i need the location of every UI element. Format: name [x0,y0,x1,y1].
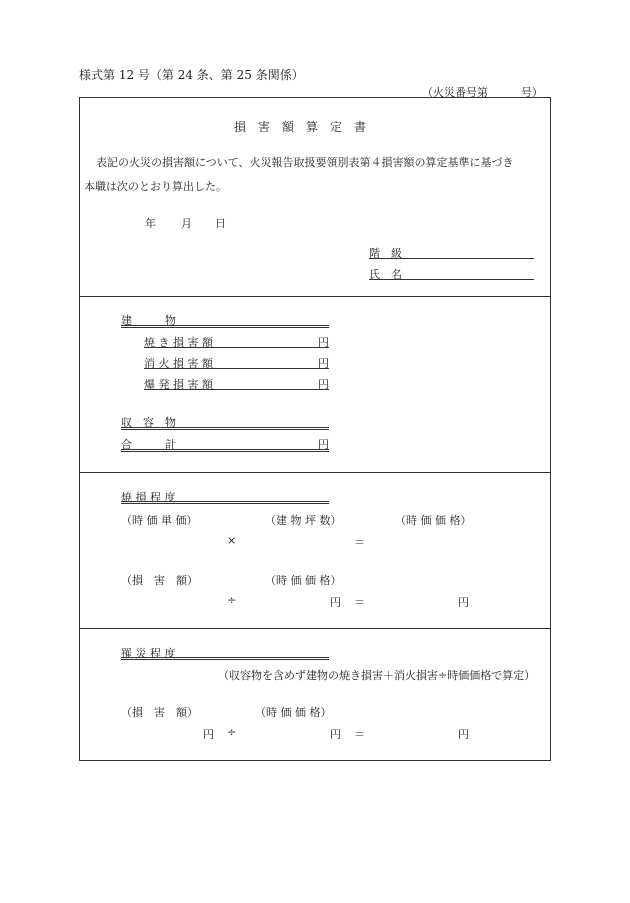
divide-symbol-1: ÷ [227,594,237,607]
yen-1: 円 [330,596,341,609]
fire-damage-label: 焼 き 損 害 額 [144,336,213,349]
section-divider-1 [79,296,551,297]
explosion-damage-label: 爆 発 損 害 額 [144,378,213,391]
extinguish-damage-underline [144,368,329,369]
fire-number-label: （火災番号第 [422,86,488,99]
fire-damage-underline [144,347,329,348]
total-yen: 円 [318,438,329,451]
divide-symbol-2: ÷ [227,726,237,739]
damage-amount-label-2: （損 害 額） [121,706,198,719]
section-divider-3 [79,628,551,629]
extinguish-damage-yen: 円 [318,357,329,370]
market-value-label: （時 価 価 格） [395,514,472,527]
extinguish-damage-label: 消 火 損 害 額 [144,357,213,370]
burn-degree-title: 焼 損 程 度 [121,491,176,504]
calculation-note: （収容物を含めず建物の焼き損害＋消火損害÷時価価格で算定） [218,669,536,682]
equals-symbol-3: ＝ [354,728,365,741]
rank-underline [369,258,534,259]
total-underline [121,449,329,452]
rank-label: 階 級 [369,247,402,260]
burn-degree-underline [121,501,329,504]
equals-symbol-2: ＝ [354,596,365,609]
disaster-degree-title: 罹 災 程 度 [121,647,176,660]
floor-area-label: （建 物 坪 数） [265,514,342,527]
fire-damage-yen: 円 [318,336,329,349]
section-divider-2 [79,472,551,473]
market-value-label-2: （時 価 価 格） [265,574,342,587]
total-label: 合 計 [121,438,176,451]
name-underline [369,279,534,280]
yen-3: 円 [203,728,214,741]
contents-label: 収 容 物 [121,416,176,429]
yen-5: 円 [458,728,469,741]
unit-price-label: （時 価 単 価） [121,514,198,527]
explosion-damage-underline [144,389,329,390]
document-title: 損 害 額 算 定 書 [234,120,367,134]
building-underline [121,325,329,328]
yen-4: 円 [330,728,341,741]
disaster-degree-underline [121,657,329,660]
building-label: 建 物 [121,314,176,327]
times-symbol: × [227,534,237,547]
date-year: 年 [145,217,156,230]
yen-2: 円 [458,596,469,609]
body-text-line2: 本職は次のとおり算出した。 [84,180,227,193]
contents-underline [121,427,329,430]
equals-symbol-1: ＝ [354,536,365,549]
damage-amount-label: （損 害 額） [121,574,198,587]
date-day: 日 [215,217,226,230]
name-label: 氏 名 [369,268,402,281]
market-value-label-3: （時 価 価 格） [255,706,332,719]
form-number: 様式第 12 号（第 24 条、第 25 条関係） [79,68,304,82]
explosion-damage-yen: 円 [318,378,329,391]
body-text-line1: 表記の火災の損害額について、火災報告取扱要領別表第４損害額の算定基準に基づき [96,156,514,169]
fire-number-suffix: 号） [521,86,543,99]
date-month: 月 [181,217,192,230]
